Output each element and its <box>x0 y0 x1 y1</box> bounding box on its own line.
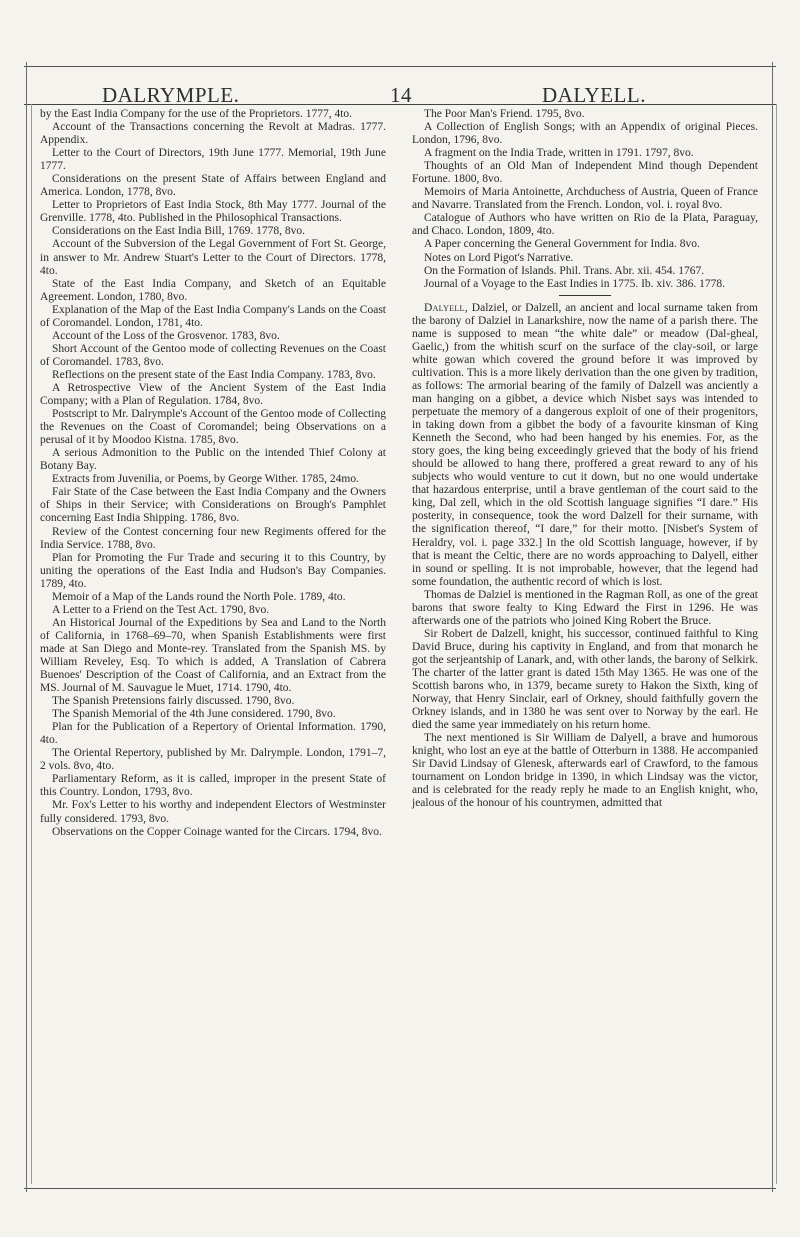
paragraph-text: Observations on the Copper Coinage wanted for the Circars. 1794, 8vo. <box>52 825 382 838</box>
list-item <box>412 278 758 291</box>
list-item <box>40 330 386 343</box>
list-item <box>412 212 758 238</box>
paragraph-text: A serious Admonition to the Public on the intended Thief Colony at Botany Bay. <box>40 447 386 473</box>
paragraph-text: Sir Robert de Dalzell, knight, his successor, continued faithful to King David Bruce, during his captivity in England, and from that monarch he got the serjeantship of Lanark, and, with other lands, the barony of Selkirk. The charter of the latter grant is dated 15th May 1365. He was one of the Scottish barons who, in 1379, became surety to Hakon the Sixth, king of Norway, that Henry Sinclair, earl of Orkney, should faithfully govern the Orkney islands, and in 1380 he was sent over to Norway by the earl. He died the same year immediately on his return home. <box>412 627 758 732</box>
list-item <box>412 121 758 147</box>
paragraph-text: Letter to the Court of Directors, 19th June 1777. Memorial, 19th June 1777. <box>40 147 386 173</box>
paragraph-text: A Retrospective View of the Ancient System of the East India Company; with a Plan of Regulation. 1784, 8vo. <box>40 381 386 408</box>
right-column <box>412 108 758 810</box>
paragraph-text: Thoughts of an Old Man of Independent Mind though Dependent Fortune. 1800, 8vo. <box>412 160 758 186</box>
top-border-rule <box>24 66 776 67</box>
paragraph-text: A Collection of English Songs; with an Appendix of original Pieces. London, 1796, 8vo. <box>412 121 758 147</box>
list-item <box>40 826 386 839</box>
list-item <box>40 199 386 225</box>
right-margin-line <box>772 62 773 1192</box>
left-column <box>40 108 386 839</box>
paragraph-text: Journal of a Voyage to the East Indies in 1775. Ib. xiv. 386. 1778. <box>424 277 725 290</box>
list-item <box>40 695 386 708</box>
paragraph-text: Thomas de Dalziel is mentioned in the Ragman Roll, as one of the great barons that swore fealty to King Edward the First in 1296. He was afterwards one of the patriots who joined King Robert the Bruce. <box>412 588 758 627</box>
paragraph-text: On the Formation of Islands. Phil. Trans. Abr. xii. 454. 1767. <box>424 264 705 277</box>
list-item <box>412 160 758 186</box>
list-item <box>40 147 386 173</box>
paragraph-text: Plan for the Publication of a Repertory of Oriental Information. 1790, 4to. <box>40 721 386 747</box>
paragraph-text: Considerations on the present State of Affairs between England and America. London, 1778, 8vo. <box>40 173 386 199</box>
list-item <box>40 369 386 382</box>
list-item <box>412 238 758 251</box>
paragraph-text: Letter to Proprietors of East India Stock, 8th May 1777. Journal of the Grenville. 1778, 4to. Published in the Philosophical Transactions. <box>40 199 386 225</box>
list-item <box>412 589 758 628</box>
list-item <box>40 238 386 277</box>
list-item <box>40 473 386 486</box>
list-item <box>40 526 386 552</box>
paragraph-text: Parliamentary Reform, as it is called, improper in the present State of this Country. London, 1793, 8vo. <box>40 773 386 799</box>
left-margin-line <box>26 62 27 1192</box>
paragraph-text: Short Account of the Gentoo mode of collecting Revenues on the Coast of Coromandel. 1783, 8vo. <box>40 342 386 368</box>
paragraph-text: The Poor Man's Friend. 1795, 8vo. <box>424 108 585 120</box>
paragraph-text: Fair State of the Case between the East India Company and the Owners of Ships in their Service; with Considerations on Brough's Pamphlet concerning East India Shipping. 1786, 8vo. <box>40 486 386 525</box>
paragraph-text: A fragment on the India Trade, written in 1791. 1797, 8vo. <box>424 147 694 160</box>
list-item <box>40 552 386 591</box>
list-item <box>40 408 386 447</box>
list-item <box>40 225 386 238</box>
paragraph-text: by the East India Company for the use of the Proprietors. 1777, 4to. <box>40 108 353 120</box>
bottom-border-rule <box>24 1188 776 1189</box>
paragraph-text: The next mentioned is Sir William de Dalyell, a brave and humorous knight, who lost an eye at the battle of Otterburn in 1388. He accompanied Sir David Lindsay of Glenesk, afterwards earl of Crawford, to the famous tournament on London bridge in 1390, in which Lindsay was the victor, and is celebrated for the ready reply he made to an English knight, who, jealous of the honour of his countrymen, admitted that <box>412 732 758 810</box>
list-item <box>40 447 386 473</box>
list-item <box>40 121 386 147</box>
paragraph-text: The Spanish Pretensions fairly discussed. 1790, 8vo. <box>52 695 295 708</box>
paragraph-text: Postscript to Mr. Dalrymple's Account of the Gentoo mode of Collecting the Revenues on the Coast of Coromandel; being Observations on a perusal of it by Moodoo Kistna. 1785, 8vo. <box>40 408 386 447</box>
list-item <box>412 252 758 265</box>
paragraph-text: Reflections on the present state of the East India Company. 1783, 8vo. <box>52 368 376 381</box>
paragraph-text: Memoir of a Map of the Lands round the North Pole. 1789, 4to. <box>52 590 346 603</box>
left-margin-line <box>31 104 32 1184</box>
paragraph-text: Memoirs of Maria Antoinette, Archduchess of Austria, Queen of France and Navarre. Translated from the French. London, vol. i. royal 8vo. <box>412 186 758 212</box>
paragraph-text: Dalziel, or Dalzell, an ancient and local surname taken from the barony of Dalziel in Lanarkshire, now the name of a parish there. The name is supposed to mean “the white dale” or meadow (Dal-gheal, Gaelic,) from the whitish scurf on the surface of the clay-soil, or large white gowan which covered the ground before it was improved by cultivation. This is a more likely derivation than the one given by tradition, as follows: The armorial bearing of the family of Dalzell was anciently a man hanging on a gibbet, a device which Nisbet says was intended to perpetuate the memory of a dangerous exploit of one of their progenitors, in taking down from a gibbet the body of a favourite kinsman of King Kenneth the Second, who had been hanged by his enemies. For, as the story goes, the king being exceedingly grieved that the body of his friend should be allowed to hang there, proffered a great reward to any of his subjects who would venture to cut it down, but no one would undertake that hazardous enterprise, until a brave gentleman of the court said to the king, Dal zell, which in the old Scottish language signifies “I dare.” His posterity, in consequence, took the word Dalzell for their surname, with the signification thereof, “I dare,” for their motto. [Nisbet's System of Heraldry, vol. i. page 332.] In the old Scottish language, however, if by that is meant the Celtic, there are no words approaching to Dalyell, either in sound or spelling. It is not improbable, however, that the legend had some foundation, the authentic record of which is lost. <box>412 301 758 588</box>
header-right-title: DALYELL. <box>542 83 646 107</box>
paragraph-text: Considerations on the East India Bill, 1769. 1778, 8vo. <box>52 225 305 238</box>
paragraph-text: Mr. Fox's Letter to his worthy and independent Electors of Westminster fully considered. 1793, 8vo. <box>40 799 386 825</box>
list-item <box>40 591 386 604</box>
paragraph-text: Catalogue of Authors who have written on Rio de la Plata, Paraguay, and Chaco. London, 1809, 4to. <box>412 212 758 238</box>
paragraph-text: Explanation of the Map of the East India Company's Lands on the Coast of Coromandel. London, 1781, 4to. <box>40 303 386 329</box>
list-item <box>40 486 386 525</box>
list-item <box>412 732 758 810</box>
list-item <box>40 278 386 304</box>
entry-headword: Dalyell, <box>424 301 468 314</box>
paragraph-text: Account of the Loss of the Grosvenor. 1783, 8vo. <box>52 329 280 342</box>
list-item <box>40 343 386 369</box>
list-item <box>40 108 386 121</box>
paragraph-text: Account of the Subversion of the Legal Government of Fort St. George, in answer to Mr. Andrew Stuart's Letter to the Court of Directors. 1778, 4to. <box>40 238 386 277</box>
paragraph-text: The Spanish Memorial of the 4th June considered. 1790, 8vo. <box>52 708 336 721</box>
list-item <box>40 773 386 799</box>
section-separator <box>559 295 611 296</box>
paragraph-text: The Oriental Repertory, published by Mr. Dalrymple. London, 1791–7, 2 vols. 8vo, 4to. <box>40 747 386 773</box>
paragraph-text: Extracts from Juvenilia, or Poems, by George Wither. 1785, 24mo. <box>52 473 360 486</box>
paragraph-text: A Letter to a Friend on the Test Act. 1790, 8vo. <box>52 603 270 616</box>
list-item <box>40 382 386 408</box>
list-item <box>412 186 758 212</box>
list-item <box>40 721 386 747</box>
right-margin-line <box>776 104 777 1184</box>
paragraph-text: State of the East India Company, and Sketch of an Equitable Agreement. London, 1780, 8vo. <box>40 277 386 303</box>
list-item <box>412 108 758 121</box>
list-item <box>412 147 758 160</box>
list-item <box>412 628 758 732</box>
paragraph-text: Notes on Lord Pigot's Narrative. <box>424 251 574 264</box>
list-item <box>40 747 386 773</box>
list-item <box>40 604 386 617</box>
list-item <box>40 708 386 721</box>
list-item <box>40 304 386 330</box>
list-item <box>40 173 386 199</box>
paragraph-text: Plan for Promoting the Fur Trade and securing it to this Country, by uniting the operations of the East India and Hudson's Bay Companies. 1789, 4to. <box>40 551 386 590</box>
list-item <box>40 799 386 825</box>
entry-paragraph <box>412 302 758 589</box>
page-number: 14 <box>390 83 412 107</box>
header-left-title: DALRYMPLE. <box>102 83 240 107</box>
paragraph-text: An Historical Journal of the Expeditions by Sea and Land to the North of California, in 1768–69–70, when Spanish Establishments were first made at San Diego and Monte-rey. Translated from the Spanish MS. by William Reveley, Esq. To which is added, A Translation of Cabrera Buenoes' Description of the Coast of California, and an Extract from the MS. Journal of M. Sauvague le Muet, 1714. 1790, 4to. <box>40 616 386 695</box>
paragraph-text: Review of the Contest concerning four new Regiments offered for the India Service. 1788, 8vo. <box>40 525 386 551</box>
paragraph-text: Account of the Transactions concerning the Revolt at Madras. 1777. Appendix. <box>40 121 386 147</box>
list-item <box>412 265 758 278</box>
list-item <box>40 617 386 695</box>
paragraph-text: A Paper concerning the General Government for India. 8vo. <box>424 238 700 251</box>
